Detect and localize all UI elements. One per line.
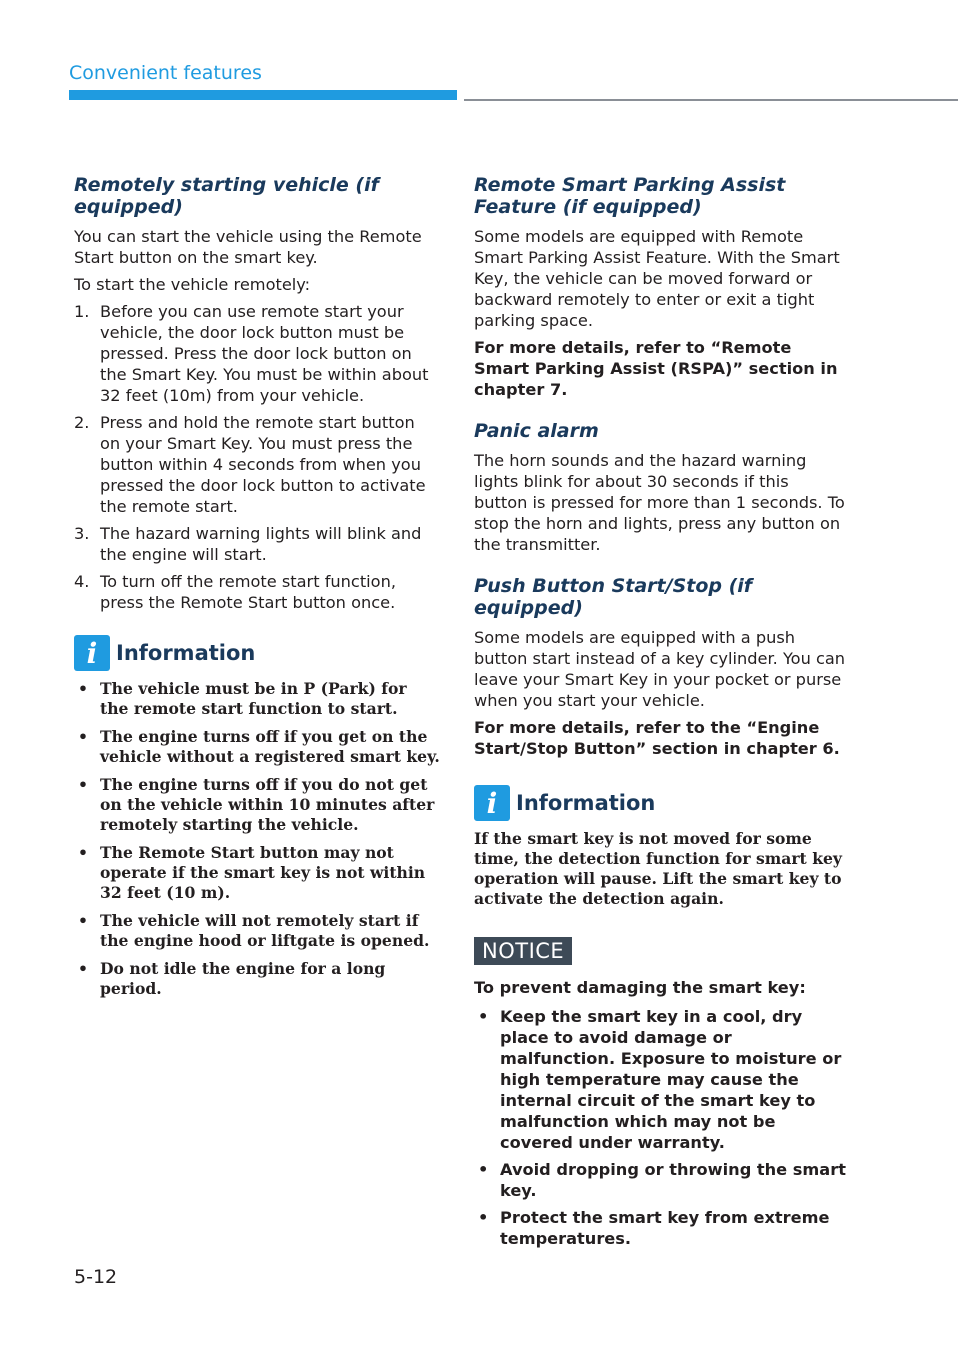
push-button-reference: For more details, refer to the “Engine Start/Stop Button” section in chapter 6. bbox=[474, 718, 840, 758]
right-column bbox=[474, 174, 846, 1255]
notice-intro: To prevent damaging the smart key: bbox=[474, 978, 806, 997]
info-item: • The engine turns off if you do not get on the vehicle within 10 minutes after remotely starting the vehicle. bbox=[74, 775, 440, 835]
push-button-text: Some models are equipped with a push button start instead of a key cylinder. You can leave your Smart Key in your pocket or purse when you start your vehicle. bbox=[474, 628, 846, 710]
remote-start-heading: Remotely starting vehicle (if equipped) bbox=[74, 174, 379, 218]
remote-start-intro: You can start the vehicle using the Remote Start button on the smart key. bbox=[74, 227, 422, 267]
notice-item: • Protect the smart key from extreme temperatures. bbox=[474, 1207, 846, 1249]
step-item bbox=[74, 412, 440, 517]
info-icon: i bbox=[474, 785, 510, 821]
left-column bbox=[74, 174, 440, 1007]
rspa-reference: For more details, refer to “Remote Smart Parking Assist (RSPA)” section in chapter 7. bbox=[474, 338, 838, 399]
push-button-heading: Push Button Start/Stop (if equipped) bbox=[474, 575, 753, 619]
info-item: • The vehicle must be in P (Park) for the remote start function to start. bbox=[74, 679, 440, 719]
remote-start-instructions-lead: To start the vehicle remotely: bbox=[74, 275, 311, 294]
step-item bbox=[74, 571, 440, 613]
step-item bbox=[74, 301, 440, 406]
page-number: 5-12 bbox=[74, 1266, 118, 1288]
notice-item: • Keep the smart key in a cool, dry place to avoid damage or malfunction. Exposure to moisture or high temperature may cause the internal circuit of the smart key to malfunction which may not be covered under warranty. bbox=[474, 1006, 846, 1153]
info-icon: i bbox=[74, 635, 110, 671]
info-title: Information bbox=[516, 791, 656, 815]
info-item: • The Remote Start button may not operate if the smart key is not within 32 feet (10 m). bbox=[74, 843, 440, 903]
remote-start-steps bbox=[74, 301, 440, 613]
step-text: Press and hold the remote start button on your Smart Key. You must press the button within 4 seconds from when you pressed the door lock button to activate the remote start. bbox=[100, 413, 426, 516]
panic-alarm-heading: Panic alarm bbox=[474, 420, 599, 442]
step-text: To turn off the remote start function, press the Remote Start button once. bbox=[100, 572, 396, 612]
info-title: Information bbox=[116, 641, 256, 665]
notice-list bbox=[474, 1006, 846, 1249]
step-number: 2. bbox=[74, 413, 90, 432]
step-text: The hazard warning lights will blink and the engine will start. bbox=[100, 524, 422, 564]
step-number: 4. bbox=[74, 572, 90, 591]
header-accent-bar bbox=[69, 90, 457, 100]
info-header bbox=[74, 635, 440, 671]
step-number: 3. bbox=[74, 524, 90, 543]
panic-alarm-text: The horn sounds and the hazard warning lights blink for about 30 seconds if this button is pressed for more than 1 seconds. To stop the horn and lights, press any button on the transmitter. bbox=[474, 451, 845, 554]
rspa-heading: Remote Smart Parking Assist Feature (if equipped) bbox=[474, 174, 786, 218]
header-divider bbox=[464, 99, 958, 101]
info-item: • The engine turns off if you get on the vehicle without a registered smart key. bbox=[74, 727, 440, 767]
info-item: • The vehicle will not remotely start if the engine hood or liftgate is opened. bbox=[74, 911, 440, 951]
section-title: Convenient features bbox=[69, 62, 262, 84]
notice-item: • Avoid dropping or throwing the smart key. bbox=[474, 1159, 846, 1201]
step-text: Before you can use remote start your vehicle, the door lock button must be pressed. Press the door lock button on the Smart Key. You must be within about 32 feet (10m) from your vehicle. bbox=[100, 302, 429, 405]
info-list bbox=[74, 679, 440, 999]
notice-badge: NOTICE bbox=[474, 937, 572, 965]
info-header bbox=[474, 785, 846, 821]
info-text: If the smart key is not moved for some time, the detection function for smart key operation will pause. Lift the smart key to activate the detection again. bbox=[474, 829, 842, 908]
info-item: • Do not idle the engine for a long period. bbox=[74, 959, 440, 999]
step-number: 1. bbox=[74, 302, 90, 321]
step-item bbox=[74, 523, 440, 565]
rspa-text: Some models are equipped with Remote Smart Parking Assist Feature. With the Smart Key, the vehicle can be moved forward or backward remotely to enter or exit a tight parking space. bbox=[474, 227, 840, 330]
